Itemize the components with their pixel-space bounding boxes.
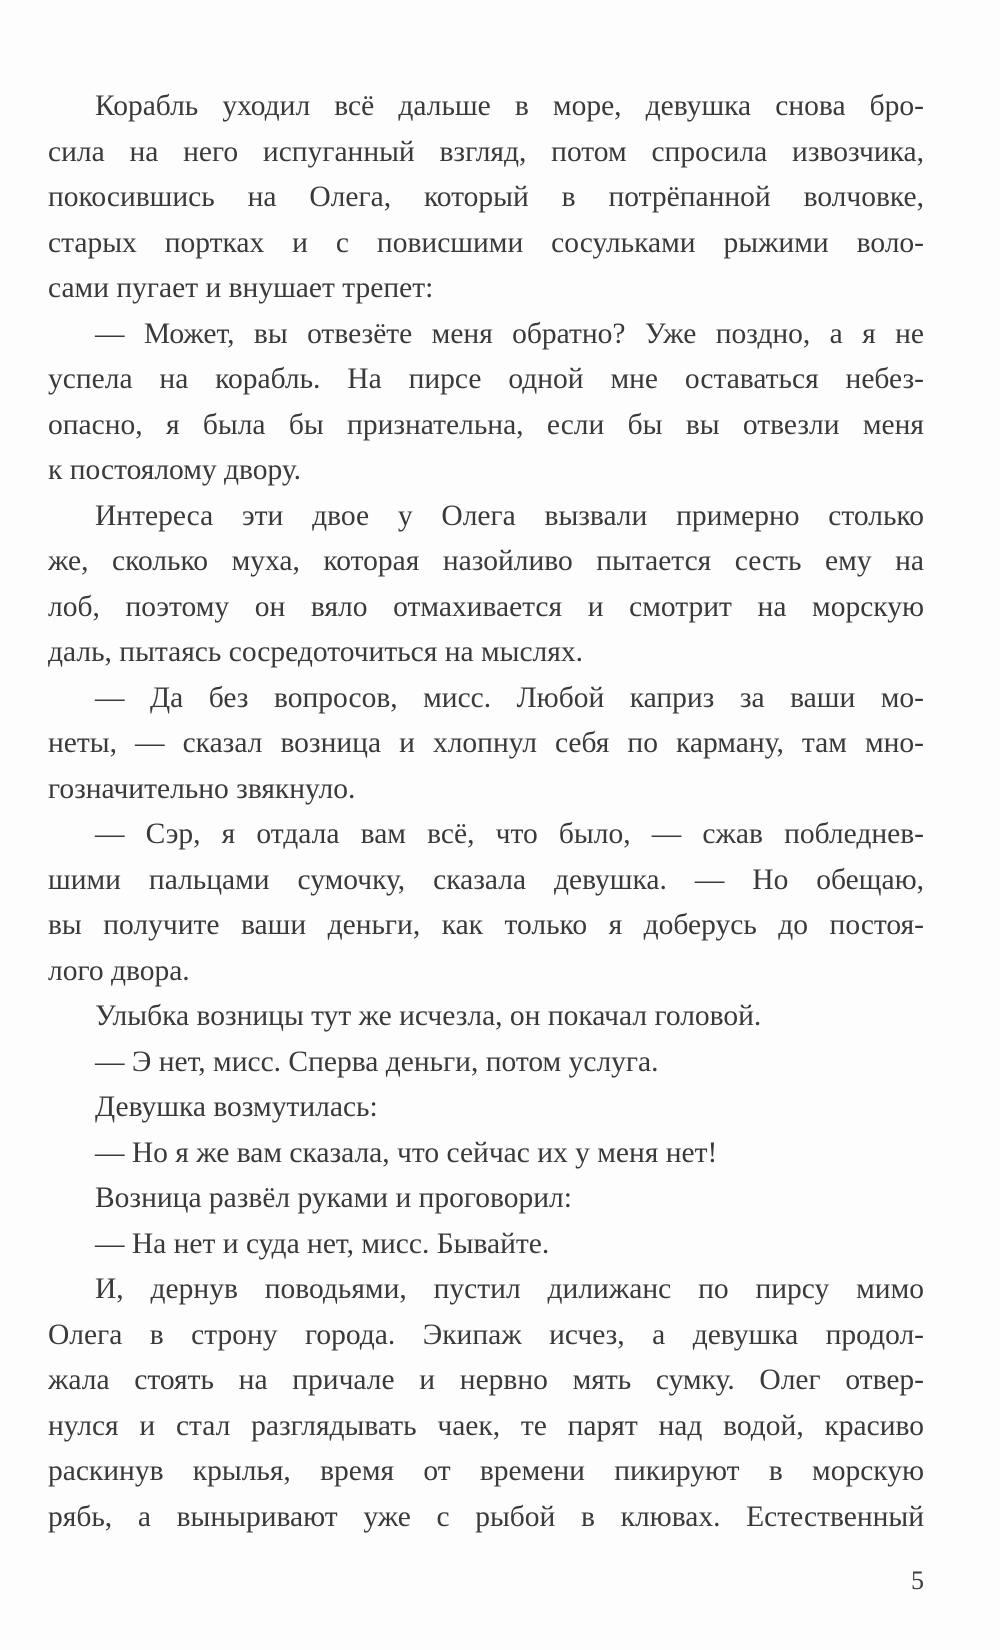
text-line: успела на корабль. На пирсе одной мне оставаться небез- — [48, 363, 924, 395]
text-line: неты, — сказал возница и хлопнул себя по карману, там мно- — [48, 727, 924, 759]
text-line: же, сколько муха, которая назойливо пытается сесть ему на — [48, 545, 924, 577]
paragraph — [48, 1040, 924, 1086]
text-line: — На нет и суда нет, мисс. Бывайте. — [95, 1227, 550, 1260]
text-line: вы получите ваши деньги, как только я доберусь до постоя- — [48, 909, 924, 941]
text-line: гозначительно звякнуло. — [48, 772, 356, 805]
text-line: покосившись на Олега, который в потрёпанной волчовке, — [48, 181, 924, 213]
text-line: Интереса эти двое у Олега вызвали примерно столько — [95, 499, 924, 532]
text-line: сами пугает и внушает трепет: — [48, 272, 434, 304]
paragraph — [48, 1085, 924, 1131]
text-line: лоб, поэтому он вяло отмахивается и смотрит на морскую — [48, 590, 924, 623]
text-line: старых портках и с повисшими сосульками рыжими воло- — [48, 226, 924, 259]
text-line: Корабль уходил всё дальше в море, девушка снова бро- — [95, 90, 924, 122]
paragraph — [48, 1131, 924, 1177]
text-line: Девушка возмутилась: — [95, 1091, 378, 1123]
text-line: Возница развёл руками и проговорил: — [95, 1182, 572, 1214]
text-line: — Э нет, мисс. Сперва деньги, потом услуга. — [95, 1045, 659, 1078]
text-line: рябь, а выныривают уже с рыбой в клювах. Естественный — [48, 1500, 924, 1533]
text-line: шими пальцами сумочку, сказала девушка. — Но обещаю, — [48, 863, 924, 896]
paragraph — [48, 494, 924, 676]
text-line: — Но я же вам сказала, что сейчас их у меня нет! — [95, 1136, 718, 1169]
text-line: Олега в строну города. Экипаж исчез, а девушка продол- — [48, 1318, 924, 1351]
text-line: сила на него испуганный взгляд, потом спросила извозчика, — [48, 135, 924, 168]
text-line: опасно, я была бы признательна, если бы вы отвезли меня — [48, 408, 924, 441]
text-line: лого двора. — [48, 954, 190, 987]
paragraph — [48, 1176, 924, 1222]
text-line: — Сэр, я отдала вам всё, что было, — сжав побледнев- — [95, 818, 924, 850]
paragraph — [48, 994, 924, 1040]
text-line: нулся и стал разглядывать чаек, те парят над водой, красиво — [48, 1409, 924, 1442]
body-text — [48, 84, 924, 1540]
text-line: — Да без вопросов, мисс. Любой каприз за ваши мо- — [95, 681, 924, 714]
paragraph — [48, 84, 924, 312]
text-line: даль, пытаясь сосредоточиться на мыслях. — [48, 636, 583, 668]
text-line: раскинув крылья, время от времени пикируют в морскую — [48, 1455, 924, 1487]
paragraph — [48, 312, 924, 494]
paragraph — [48, 812, 924, 994]
page-number: 5 — [911, 1566, 924, 1595]
paragraph — [48, 1267, 924, 1540]
text-line: жала стоять на причале и нервно мять сумку. Олег отвер- — [48, 1364, 924, 1396]
text-line: к постоялому двору. — [48, 454, 302, 486]
paragraph — [48, 1222, 924, 1268]
text-line: Улыбка возницы тут же исчезла, он покачал головой. — [95, 1000, 762, 1032]
paragraph — [48, 676, 924, 813]
text-line: — Может, вы отвезёте меня обратно? Уже поздно, а я не — [95, 317, 924, 350]
text-line: И, дернув поводьями, пустил дилижанс по пирсу мимо — [95, 1273, 924, 1305]
